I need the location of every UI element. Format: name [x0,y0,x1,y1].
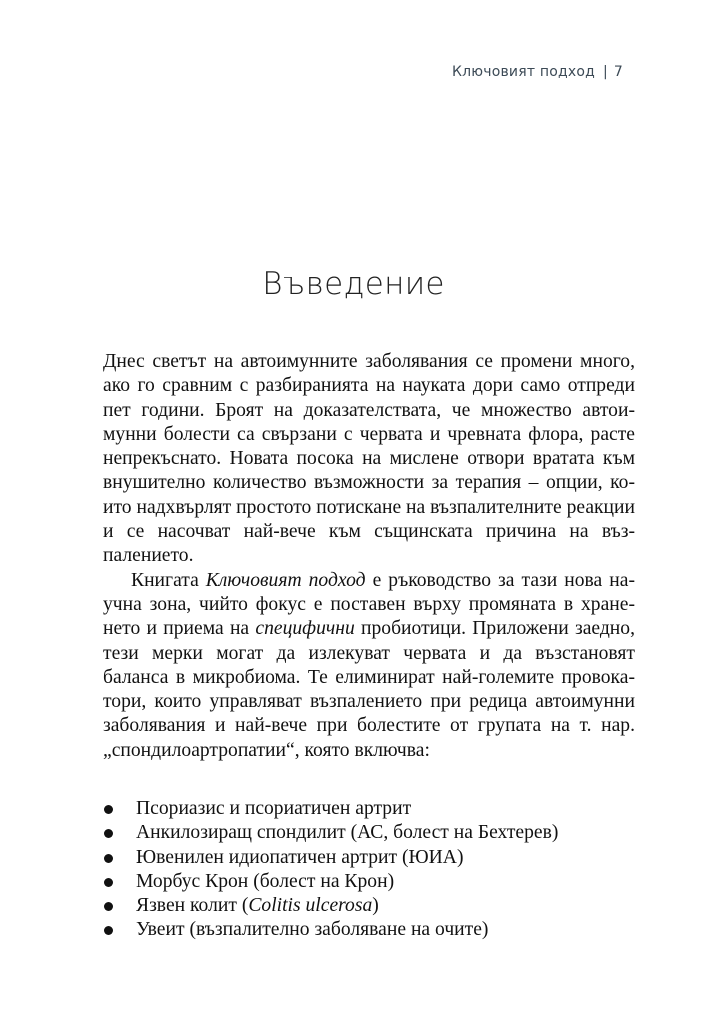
bullet-icon [104,902,113,911]
bullet-icon [104,805,113,814]
paragraph-2 [103,569,635,763]
book-title: Ключовият подход [205,569,366,591]
list-item [103,894,643,918]
paragraph-1: Днес светът на автоимунните заболявания се промени много, ако го сравним с разбиранията на науката дори само отпреди пет години. Броят на доказателствата, че множество автоимунни болести са свързани с червата и чревната флора, расте непрекъснато. Новата посока на мислене отвори вратата към внушително количество възможности за терапия – опции, които надхвърлят простото потискане на възпалителните реакции и се насочват най-вече към същинската причина на възпалението. [103,351,635,567]
list-item-text: Морбус Крон (болест на Крон) [136,870,395,892]
list-item [103,821,643,845]
disease-list [103,797,643,943]
list-item [103,846,643,870]
list-item-text-prefix: Язвен колит ( [136,895,249,917]
latin-term: Colitis ulcerosa [248,895,373,917]
bullet-icon [104,926,113,935]
paragraph-2-part-1: Книгата [131,569,206,591]
body-text [103,350,635,763]
page-number: 7 [613,64,623,80]
running-header [452,64,623,80]
bullet-icon [104,878,113,887]
list-item-text: Анкилозиращ спондилит (АС, болест на Бехтерев) [136,822,559,844]
chapter-title: Въведение [262,266,445,302]
list-item-text: Ювенилен идиопатичен артрит (ЮИА) [136,846,464,868]
emphasis-word: специфични [255,618,355,640]
list-item [103,918,643,942]
header-separator: | [602,64,608,80]
bullet-icon [104,854,113,863]
list-item-text: Псориазис и псориатичен артрит [136,798,412,819]
list-item [103,870,643,894]
bullet-icon [104,829,113,838]
paragraph-2-part-3: пробиотици. Приложени заедно, тези мерки могат да излекуват червата и да възстановят баланса в микробиома. Те елиминират най-големите провокатори, които управляват възпалението при редица автоимунни заболявания и най-вече при болестите от групата на т. нар. „спондилоартропатии“, която включва: [103,618,635,761]
list-item-text: Увеит (възпалително заболяване на очите) [136,919,489,941]
running-title: Ключовият подход [451,64,595,80]
list-item-text-suffix: ) [372,895,379,917]
paragraph-2-part-2: е ръководство за тази нова научна зона, чийто фокус е поставен върху промяната в храненето и приема на [103,569,635,640]
list-item [103,797,643,821]
